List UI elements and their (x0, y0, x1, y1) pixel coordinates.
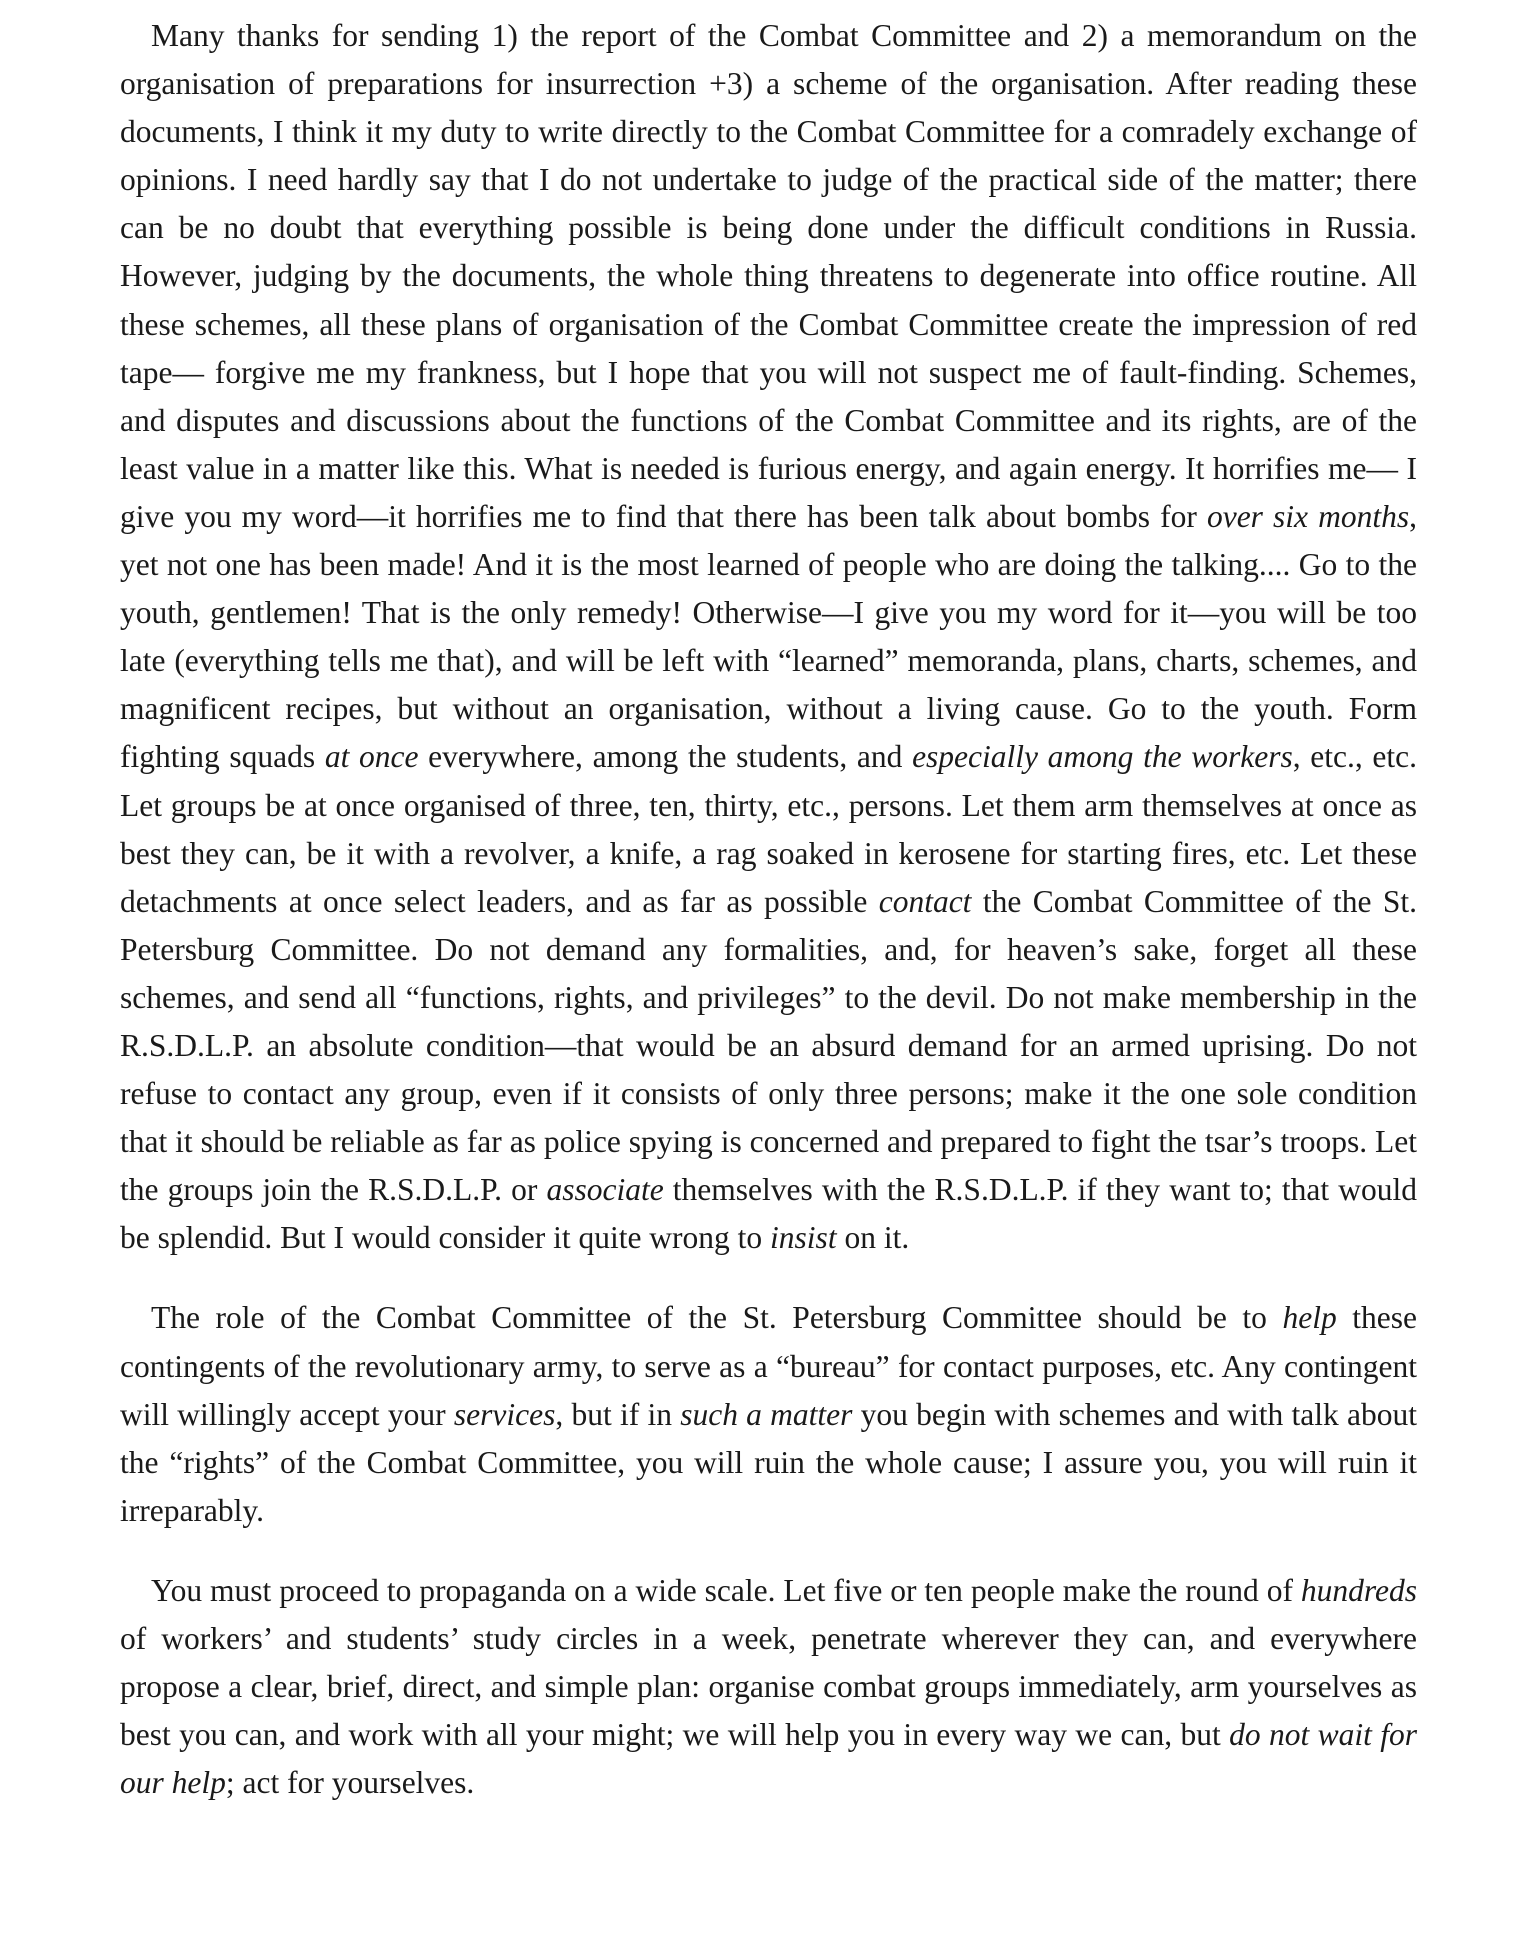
paragraph-2 (120, 1294, 1417, 1534)
text-run: you begin with schemes and with talk about the “rights” of the Combat Committee, you will ruin the whole cause; I assure you, you will ruin it irreparably. (120, 1396, 1417, 1528)
text-run: the Combat Committee of the St. Petersburg Committee. Do not demand any formalities, and, for heaven’s sake, forget all these schemes, and send all “functions, rights, and privileges” to the devil. Do not make membership in the R.S.D.L.P. an absolute condition—that would be an absurd demand for an armed uprising. Do not refuse to contact any group, even if it consists of only three persons; make it the one sole condition that it should be reliable as far as police spying is concerned and prepared to fight the tsar’s troops. Let the groups join the R.S.D.L.P. or (120, 883, 1417, 1208)
text-run: , but if in (555, 1396, 681, 1432)
emphasis-run: help (1282, 1300, 1337, 1336)
emphasis-run: associate (546, 1172, 664, 1208)
text-run: on it. (836, 1220, 910, 1256)
emphasis-run: contact (878, 883, 972, 919)
text-run: these contingents of the revolutionary army, to serve as a “bureau” for contact purposes, etc. Any contingent will willingly accept your (120, 1300, 1418, 1432)
emphasis-run: such a matter (680, 1396, 853, 1432)
text-run: The role of the Combat Committee of the St. Petersburg Committee should be to (151, 1300, 1283, 1336)
text-run: , etc., etc. Let groups be at once organised of three, ten, thirty, etc., persons. Let them arm themselves at once as best they can, be it with a revolver, a knife, a rag soaked in kerosene for starting fires, etc. Let these detachments at once select leaders, and as far as possible (120, 739, 1417, 919)
emphasis-run: do not wait for our help (120, 1717, 1418, 1801)
emphasis-run: especially among the workers (912, 739, 1293, 775)
text-run: , yet not one has been made! And it is the most learned of people who are doing the talking.... Go to the youth, gentlemen! That is the only remedy! Otherwise—I give you my word for it—you will be too late (everything tells me that), and will be left with “learned” memoranda, plans, charts, schemes, and magnificent recipes, but without an organisation, without a living cause. Go to the youth. Form fighting squads (120, 498, 1417, 775)
paragraph-1 (120, 12, 1417, 1262)
text-run: ; act for yourselves. (225, 1765, 475, 1801)
text-run: Many thanks for sending 1) the report of the Combat Committee and 2) a memorandum on the organisation of preparations for insurrection +3) a scheme of the organisation. After reading these documents, I think it my duty to write directly to the Combat Committee for a comradely exchange of opinions. I need hardly say that I do not undertake to judge of the practical side of the matter; there can be no doubt that everything possible is being done under the difficult conditions in Russia. However, judging by the documents, the whole thing threatens to degenerate into office routine. All these schemes, all these plans of organisation of the Combat Committee create the impression of red tape— forgive me my frankness, but I hope that you will not suspect me of fault-finding. Schemes, and disputes and discussions about the functions of the Combat Committee and its rights, are of the least value in a matter like this. What is needed is furious energy, and again energy. It horrifies me— I give you my word—it horrifies me to find that there has been talk about bombs for (120, 18, 1417, 534)
emphasis-run: insist (770, 1220, 837, 1256)
text-run: everywhere, among the students, and (418, 739, 913, 775)
paragraph-3 (120, 1567, 1417, 1807)
emphasis-run: hundreds (1300, 1572, 1417, 1608)
text-run: You must proceed to propaganda on a wide scale. Let five or ten people make the round of (151, 1572, 1301, 1608)
emphasis-run: at once (324, 739, 419, 775)
emphasis-run: services (453, 1396, 556, 1432)
text-run: themselves with the R.S.D.L.P. if they want to; that would be splendid. But I would consider it quite wrong to (120, 1172, 1417, 1256)
text-run: of workers’ and students’ study circles in a week, penetrate wherever they can, and everywhere propose a clear, brief, direct, and simple plan: organise combat groups immediately, arm yourselves as best you can, and work with all your might; we will help you in every way we can, but (120, 1621, 1417, 1753)
document-page (120, 12, 1417, 1807)
emphasis-run: over six months (1206, 498, 1410, 534)
